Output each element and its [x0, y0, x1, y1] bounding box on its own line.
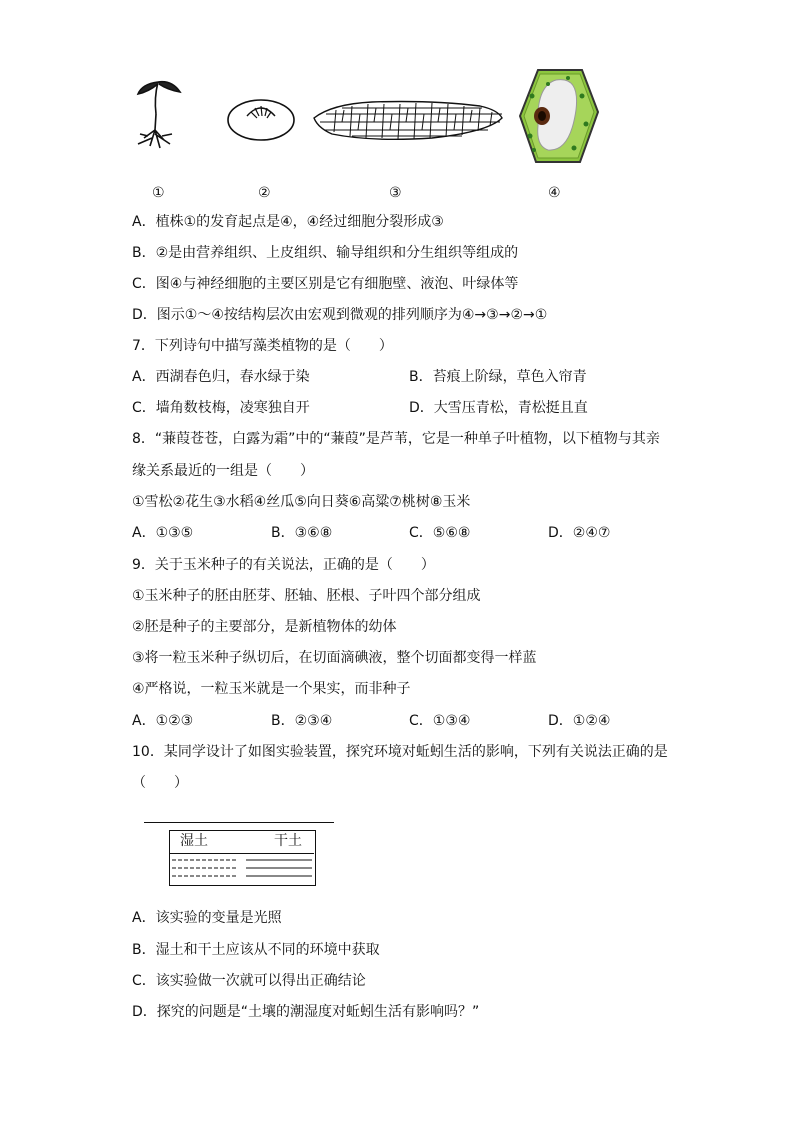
q10-stem-line2: （ ） — [132, 775, 188, 791]
q7-option-b: B．苔痕上阶绿，草色入帘青 — [409, 369, 587, 385]
q10-option-b: B．湿土和干土应该从不同的环境中获取 — [132, 942, 380, 958]
q9-option-c: C．①③④ — [409, 713, 471, 729]
q10-option-c: C．该实验做一次就可以得出正确结论 — [132, 973, 366, 989]
q9-option-a: A．①②③ — [132, 713, 194, 729]
figure-label-1: ① — [152, 185, 165, 201]
q8-option-d: D．②④⑦ — [548, 525, 611, 541]
q7-option-a: A．西湖春色归，春水绿于染 — [132, 369, 310, 385]
q9-stem: 9．关于玉米种子的有关说法，正确的是（ ） — [132, 557, 435, 573]
tissue-figure — [312, 98, 504, 144]
q8-option-a: A．①③⑤ — [132, 525, 194, 541]
q6-option-d: D．图示①～④按结构层次由宏观到微观的排列顺序为④→③→②→① — [132, 307, 548, 323]
q6-option-c: C．图④与神经细胞的主要区别是它有细胞壁、液泡、叶绿体等 — [132, 276, 519, 292]
q8-items: ①雪松②花生③水稻④丝瓜⑤向日葵⑥高粱⑦桃树⑧玉米 — [132, 494, 471, 510]
q8-option-c: C．⑤⑥⑧ — [409, 525, 471, 541]
diagram-top-cover — [144, 822, 334, 823]
experiment-diagram — [144, 820, 336, 886]
q7-stem: 7．下列诗句中描写藻类植物的是（ ） — [132, 338, 393, 354]
q10-stem-line1: 10．某同学设计了如图实验装置，探究环境对蚯蚓生活的影响，下列有关说法正确的是 — [132, 744, 668, 760]
q6-option-a: A．植株①的发育起点是④，④经过细胞分裂形成③ — [132, 214, 444, 230]
q8-stem-line2: 缘关系最近的一组是（ ） — [132, 463, 314, 479]
q9-option-b: B．②③④ — [271, 713, 333, 729]
figure-label-2: ② — [258, 185, 271, 201]
q9-statement-2: ②胚是种子的主要部分，是新植物体的幼体 — [132, 619, 397, 635]
q10-option-a: A．该实验的变量是光照 — [132, 910, 282, 926]
dry-soil-label: 干土 — [274, 833, 302, 849]
q9-statement-4: ④严格说，一粒玉米就是一个果实，而非种子 — [132, 681, 411, 697]
figure-label-4: ④ — [548, 185, 561, 201]
q7-option-c: C．墙角数枝梅，凌寒独自开 — [132, 400, 310, 416]
q8-option-b: B．③⑥⑧ — [271, 525, 333, 541]
q9-statement-3: ③将一粒玉米种子纵切后，在切面滴碘液，整个切面都变得一样蓝 — [132, 650, 537, 666]
plant-cell-figure — [518, 66, 600, 166]
seedling-figure — [134, 74, 190, 154]
q8-stem-line1: 8．“蒹葭苍苍，白露为霜”中的“蒹葭”是芦苇，它是一种单子叶植物，以下植物与其亲 — [132, 431, 660, 447]
q9-statement-1: ①玉米种子的胚由胚芽、胚轴、胚根、子叶四个部分组成 — [132, 588, 481, 604]
wet-soil-label: 湿土 — [180, 833, 208, 849]
seed-figure — [225, 96, 297, 144]
q7-option-d: D．大雪压青松，青松挺且直 — [409, 400, 588, 416]
q9-option-d: D．①②④ — [548, 713, 611, 729]
soil-texture — [170, 854, 314, 884]
q10-option-d: D．探究的问题是“土壤的潮湿度对蚯蚓生活有影响吗？” — [132, 1004, 480, 1020]
figure-label-3: ③ — [389, 185, 402, 201]
q6-option-b: B．②是由营养组织、上皮组织、输导组织和分生组织等组成的 — [132, 245, 519, 261]
